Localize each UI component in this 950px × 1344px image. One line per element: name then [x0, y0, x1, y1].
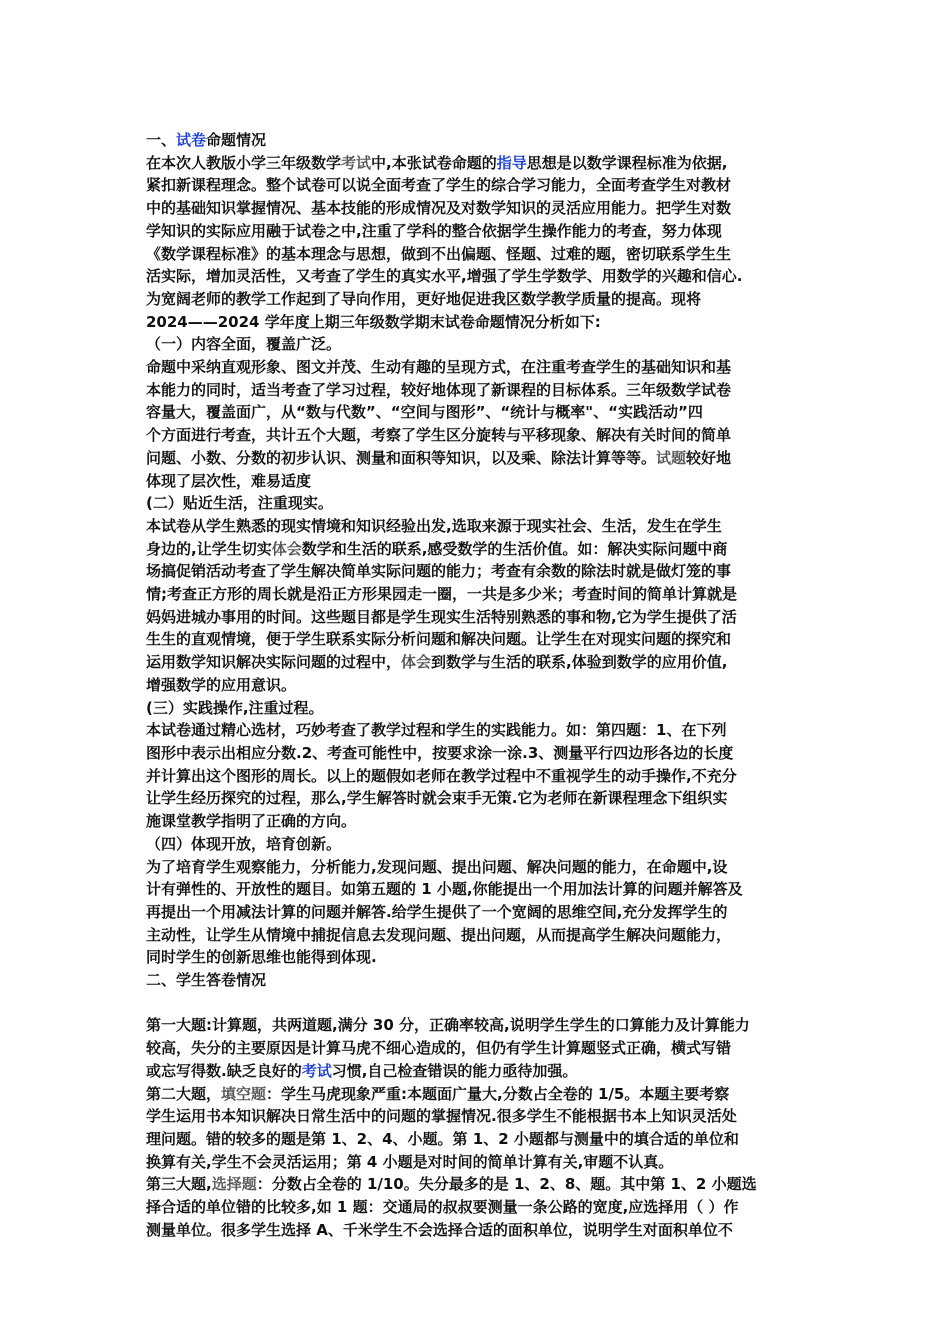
line-text: 习惯,自己检查错误的能力亟待加强。	[331, 1061, 578, 1080]
text-line	[146, 1083, 816, 1106]
highlighted-keyword-text: 试题	[656, 448, 687, 467]
line-text: 紧扣新课程理念。整个试卷可以说全面考查了学生的综合学习能力，全面考查学生对教材	[146, 176, 732, 195]
text-line	[146, 1151, 816, 1174]
line-text: 中的基础知识掌握情况、基本技能的形成情况及对数学知识的灵活应用能力。把学生对数	[146, 199, 732, 218]
text-line	[146, 742, 816, 765]
text-line	[146, 1037, 816, 1060]
line-text: 中,本张试卷命题的	[371, 153, 497, 172]
line-text: ：学生马虎现象严重:本题面广量大,分数占全卷的 1/5。本题主要考察	[266, 1084, 730, 1103]
text-line	[146, 856, 816, 879]
line-text: 命题中采纳直观形象、图文并茂、生动有趣的呈现方式，在注重考查学生的基础知识和基	[146, 358, 732, 377]
line-text: 理问题。错的较多的题是第 1、2、4、小题。第 1、2 小题都与测量中的填合适的单位和	[146, 1129, 739, 1148]
text-line	[146, 424, 816, 447]
text-line	[146, 969, 816, 992]
text-line	[146, 765, 816, 788]
text-line	[146, 1014, 816, 1037]
line-text: 运用数学知识解决实际问题的过程中，	[146, 653, 402, 672]
line-text: （一）内容全面，覆盖广泛。	[146, 335, 342, 354]
text-line	[146, 810, 816, 833]
text-line	[146, 538, 816, 561]
line-text: 学知识的实际应用融于试卷之中,注重了学科的整合依据学生操作能力的考查，努力体现	[146, 221, 722, 240]
highlighted-link-text[interactable]: 指导	[496, 153, 527, 172]
text-line	[146, 152, 816, 175]
text-line	[146, 946, 816, 969]
highlighted-keyword-text: 填空题	[221, 1084, 267, 1103]
line-text: 体现了层次性，难易适度	[146, 471, 312, 490]
line-text: 活实际，增加灵活性，又考查了学生的真实水平,增强了学生学数学、用数学的兴趣和信心.	[146, 267, 743, 286]
line-text: 个方面进行考查，共计五个大题，考察了学生区分旋转与平移现象、解决有关时间的简单	[146, 426, 732, 445]
line-text: 情;考查正方形的周长就是沿正方形果园走一圈，一共是多少米；考查时间的简单计算就是	[146, 585, 738, 604]
text-line	[146, 583, 816, 606]
line-text: 到数学与生活的联系,体验到数学的应用价值,	[431, 653, 728, 672]
line-text: 生生的直观情境，便于学生联系实际分析问题和解决问题。让学生在对现实问题的探究和	[146, 630, 732, 649]
line-text: (三）实践操作,注重过程。	[146, 698, 324, 717]
text-line	[146, 356, 816, 379]
text-line	[146, 878, 816, 901]
line-text: 再提出一个用减法计算的问题并解答.给学生提供了一个宽阔的思维空间,充分发挥学生的	[146, 902, 728, 921]
highlighted-keyword-text: 体会	[401, 653, 432, 672]
line-text: 场搞促销活动考查了学生解决简单实际问题的能力；考查有余数的除法时就是做灯笼的事	[146, 562, 732, 581]
line-text: 较高，失分的主要原因是计算马虎不细心造成的，但仍有学生计算题竖式正确，横式写错	[146, 1039, 732, 1058]
line-text: 二、学生答卷情况	[146, 971, 267, 990]
line-text: 本能力的同时，适当考查了学习过程，较好地体现了新课程的目标体系。三年级数学试卷	[146, 380, 732, 399]
text-line	[146, 560, 816, 583]
text-line	[146, 288, 816, 311]
line-text: 问题、小数、分数的初步认识、测量和面积等知识，以及乘、除法计算等等。	[146, 448, 657, 467]
text-line	[146, 787, 816, 810]
text-line	[146, 470, 816, 493]
text-line	[146, 197, 816, 220]
line-text: 为宽阔老师的教学工作起到了导向作用，更好地促进我区数学教学质量的提高。现将	[146, 289, 702, 308]
line-text: 计有弹性的、开放性的题目。如第五题的 1 小题,你能提出一个用加法计算的问题并解答及	[146, 880, 743, 899]
text-line	[146, 220, 816, 243]
text-line	[146, 401, 816, 424]
line-text: 一、	[146, 131, 177, 149]
line-text: 测量单位。很多学生选择 A、千米学生不会选择合适的面积单位，说明学生对面积单位不	[146, 1220, 733, 1239]
line-text: 数学和生活的联系,感受数学的生活价值。如：解决实际问题中商	[301, 539, 728, 558]
line-text: 容量大，覆盖面广，从“数与代数”、“空间与图形”、“统计与概率"、“实践活动”四	[146, 403, 703, 422]
line-text: 第二大题，	[146, 1084, 222, 1103]
line-text: ：分数占全卷的 1/10。失分最多的是 1、2、8、题。其中第 1、2 小题选	[256, 1175, 757, 1194]
line-text: （四）体现开放，培育创新。	[146, 834, 342, 853]
line-text: 或忘写得数.缺乏良好的	[146, 1061, 302, 1080]
line-text: 主动性，让学生从情境中捕捉信息去发现问题、提出问题，从而提高学生解决问题能力，	[146, 925, 732, 944]
highlighted-link-text[interactable]: 考试	[301, 1061, 332, 1080]
line-text: 并计算出这个图形的周长。以上的题假如老师在教学过程中不重视学生的动手操作,不充分	[146, 766, 737, 785]
line-text: 学生运用书本知识解决日常生活中的问题的掌握情况.很多学生不能根据书本上知识灵活处	[146, 1107, 737, 1126]
line-text: 让学生经历探究的过程，那么,学生解答时就会束手无策.它为老师在新课程理念下组织实	[146, 789, 728, 808]
line-text: 妈妈进城办事用的时间。这些题目都是学生现实生活特别熟悉的事和物,它为学生提供了活	[146, 607, 737, 626]
line-text: 2024——2024 学年度上期三年级数学期末试卷命题情况分析如下:	[146, 312, 601, 331]
line-text: 换算有关,学生不会灵活运用；第 4 小题是对时间的简单计算有关,审题不认真。	[146, 1152, 674, 1171]
text-line	[146, 833, 816, 856]
text-line	[146, 651, 816, 674]
text-line	[146, 265, 816, 288]
line-text: 身边的,让学生切实	[146, 539, 272, 558]
text-line	[146, 129, 816, 152]
text-line	[146, 697, 816, 720]
text-line	[146, 447, 816, 470]
line-text: 在本次人教版小学三年级数学	[146, 153, 342, 172]
line-text: 本试卷从学生熟悉的现实情境和知识经验出发,选取来源于现实社会、生活，发生在学生	[146, 516, 722, 535]
line-text: 同时学生的创新思维也能得到体现.	[146, 948, 377, 967]
line-text: 《数学课程标准》的基本理念与思想，做到不出偏题、怪题、过难的题，密切联系学生生	[146, 244, 732, 263]
text-line	[146, 1060, 816, 1083]
text-line	[146, 674, 816, 697]
document-body	[146, 129, 816, 1241]
text-line	[146, 1196, 816, 1219]
line-text: 增强数学的应用意识。	[146, 675, 297, 694]
line-text: 较好地	[686, 448, 732, 467]
text-line	[146, 174, 816, 197]
text-line	[146, 606, 816, 629]
line-text: 图形中表示出相应分数.2、考查可能性中，按要求涂一涂.3、测量平行四边形各边的长度	[146, 743, 734, 762]
line-text: (二）贴近生活，注重现实。	[146, 494, 333, 513]
highlighted-keyword-text: 选择题	[211, 1175, 257, 1194]
line-text: 思想是以数学课程标准为依据,	[526, 153, 728, 172]
text-line	[146, 333, 816, 356]
text-line	[146, 379, 816, 402]
highlighted-keyword-text: 体会	[271, 539, 302, 558]
line-text: 命题情况	[206, 131, 267, 149]
text-line	[146, 628, 816, 651]
highlighted-keyword-text: 考试	[341, 153, 372, 172]
text-line	[146, 492, 816, 515]
text-line	[146, 311, 816, 334]
text-line	[146, 515, 816, 538]
text-line	[146, 1173, 816, 1196]
text-line	[146, 1128, 816, 1151]
line-text: 第三大题,	[146, 1175, 212, 1194]
text-line	[146, 924, 816, 947]
highlighted-link-text[interactable]: 试卷	[176, 131, 207, 149]
text-line	[146, 901, 816, 924]
text-line	[146, 1219, 816, 1242]
line-text: 择合适的单位错的比较多,如 1 题：交通局的叔叔要测量一条公路的宽度,应选择用（ ）作	[146, 1198, 739, 1217]
text-line	[146, 1105, 816, 1128]
line-text: 本试卷通过精心选材，巧妙考查了教学过程和学生的实践能力。如：第四题：1、在下列	[146, 721, 727, 740]
line-text: 为了培育学生观察能力，分析能力,发现问题、提出问题、解决问题的能力，在命题中,设	[146, 857, 728, 876]
text-line	[146, 719, 816, 742]
line-text: 施课堂教学指明了正确的方向。	[146, 812, 357, 831]
text-line	[146, 243, 816, 266]
line-text: 第一大题:计算题，共两道题,满分 30 分，正确率较高,说明学生学生的口算能力及计算能力	[146, 1016, 750, 1035]
text-line	[146, 992, 816, 1015]
